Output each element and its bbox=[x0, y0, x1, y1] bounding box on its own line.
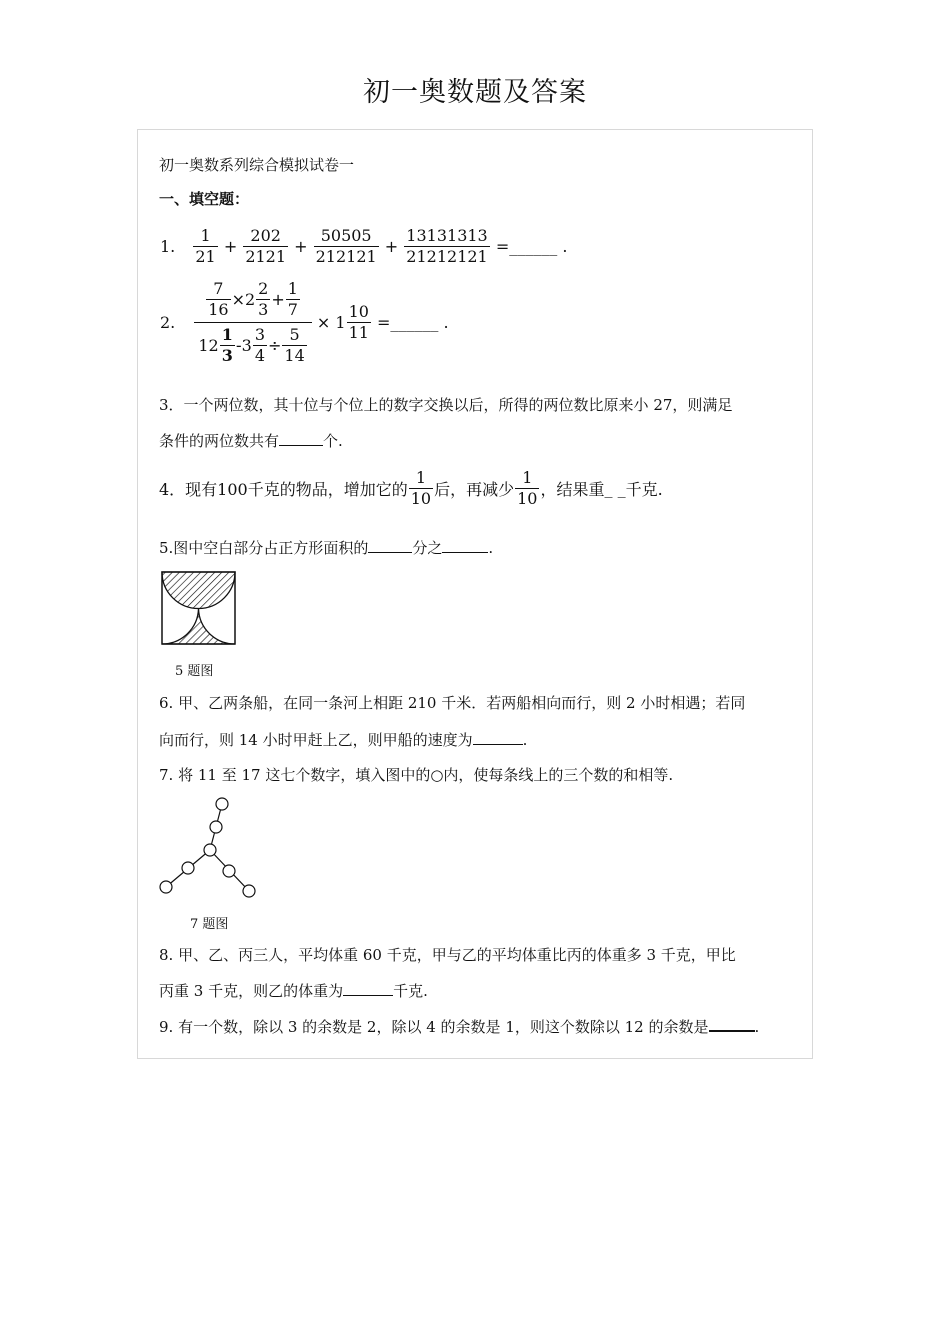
question-9-text: 9. 有一个数，除以 3 的余数是 2，除以 4 的余数是 1，则这个数除以 12 的余数是 bbox=[159, 1018, 709, 1036]
period: . bbox=[488, 539, 494, 557]
q2-top-c-numerator: 1 bbox=[287, 279, 298, 298]
q2-top-a-denominator: 16 bbox=[208, 300, 229, 319]
q2-denominator-expression bbox=[194, 322, 311, 366]
q1-fraction-4-numerator: 13131313 bbox=[406, 226, 488, 245]
q1-fraction-1-denominator: 21 bbox=[195, 247, 216, 266]
question-4-text-c: ，结果重 bbox=[540, 480, 605, 499]
q6-answer-blank bbox=[473, 729, 523, 745]
question-1 bbox=[160, 226, 567, 267]
q1-fraction-2-denominator: 2121 bbox=[245, 247, 287, 266]
circle-slot[interactable] bbox=[223, 865, 235, 877]
circle-slot[interactable] bbox=[210, 821, 222, 833]
q4-fraction-1-denominator: 10 bbox=[410, 489, 432, 508]
q2-bot-c-denominator: 14 bbox=[284, 346, 305, 365]
plus-sign: + bbox=[271, 290, 285, 309]
question-1-number: 1. bbox=[160, 237, 176, 256]
question-8-line-2 bbox=[159, 980, 428, 1001]
plus-sign: + bbox=[384, 237, 399, 256]
q1-fraction-2-numerator: 202 bbox=[250, 226, 281, 245]
circle-slot[interactable] bbox=[160, 881, 172, 893]
q2-bot-c-numerator: 5 bbox=[289, 325, 300, 344]
q1-fraction-3-numerator: 50505 bbox=[320, 226, 372, 245]
q4-fraction-2-denominator: 10 bbox=[517, 489, 538, 508]
q1-fraction-4 bbox=[404, 226, 489, 267]
circle-slot[interactable] bbox=[216, 798, 228, 810]
q2-numerator-expression bbox=[194, 279, 311, 322]
section-fill-in-heading: 一、填空题： bbox=[159, 190, 250, 208]
q1-answer-blank: =______ bbox=[495, 237, 558, 256]
q5-answer-blank-2 bbox=[442, 537, 488, 553]
q5-answer-blank-1 bbox=[368, 537, 412, 553]
question-4-text-a: 4．现有100千克的物品，增加它的 bbox=[159, 480, 408, 499]
times-sign: × bbox=[231, 290, 245, 309]
figure-5-square-diagram bbox=[160, 570, 238, 646]
q2-multiplier-denominator: 11 bbox=[348, 323, 369, 342]
question-5 bbox=[159, 537, 493, 558]
question-7: 7. 将 11 至 17 这七个数字，填入图中的○内，使每条线上的三个数的和相等. bbox=[159, 766, 674, 784]
circle-slot[interactable] bbox=[182, 862, 194, 874]
q4-fraction-1-numerator: 1 bbox=[415, 468, 426, 487]
q4-fraction-2-numerator: 1 bbox=[522, 468, 533, 487]
figure-7-star-circles bbox=[156, 795, 260, 899]
plus-sign: + bbox=[223, 237, 238, 256]
question-5-text-a: 5.图中空白部分占正方形面积的 bbox=[159, 539, 369, 557]
question-3-line-1: 3．一个两位数，其十位与个位上的数字交换以后，所得的两位数比原来小 27，则满足 bbox=[159, 396, 733, 414]
question-3-line-2 bbox=[159, 430, 343, 451]
q1-fraction-4-denominator: 21212121 bbox=[406, 247, 488, 266]
question-2-number: 2. bbox=[160, 313, 176, 332]
q2-top-c-denominator: 7 bbox=[287, 300, 298, 319]
question-4-text-b: 后，再减少 bbox=[434, 480, 515, 499]
q2-top-b-numerator: 2 bbox=[258, 279, 269, 298]
q1-fraction-3-denominator: 212121 bbox=[315, 247, 377, 266]
question-3-suffix: 个. bbox=[323, 432, 343, 450]
question-8-line-1: 8. 甲、乙、丙三人，平均体重 60 千克，甲与乙的平均体重比丙的体重多 3 千克，甲比 bbox=[159, 946, 736, 964]
question-2 bbox=[160, 279, 449, 366]
minus-sign: - bbox=[235, 336, 242, 355]
q1-fraction-1 bbox=[193, 226, 217, 267]
q2-bot-b-whole: 3 bbox=[241, 336, 252, 355]
q2-multiplier-whole: 1 bbox=[335, 313, 346, 332]
q2-complex-fraction bbox=[194, 279, 311, 366]
document-title: 初一奥数题及答案 bbox=[363, 77, 587, 108]
q1-fraction-2 bbox=[243, 226, 288, 267]
q2-bot-a-whole: 12 bbox=[198, 336, 219, 355]
question-4-text-d: 千克. bbox=[625, 480, 663, 499]
paper-heading: 初一奥数系列综合模拟试卷一 bbox=[159, 156, 355, 174]
period: . bbox=[443, 313, 449, 332]
question-6-text: 向而行，则 14 小时甲赶上乙，则甲船的速度为 bbox=[159, 731, 473, 749]
period: . bbox=[754, 1018, 760, 1036]
question-5-text-b: 分之 bbox=[412, 539, 443, 557]
exam-paper-frame bbox=[137, 129, 813, 1059]
q2-bot-b-numerator: 3 bbox=[254, 325, 266, 344]
figure-5-caption: 5 题图 bbox=[175, 664, 214, 679]
question-3-text: 条件的两位数共有 bbox=[159, 432, 280, 450]
q2-bot-a-denominator: 3 bbox=[221, 346, 233, 365]
q2-top-a-numerator: 7 bbox=[213, 279, 224, 298]
q3-answer-blank bbox=[279, 430, 323, 446]
q1-fraction-3 bbox=[314, 226, 379, 267]
period: . bbox=[522, 731, 528, 749]
q1-fraction-1-numerator: 1 bbox=[200, 226, 211, 245]
question-6-line-1: 6. 甲、乙两条船，在同一条河上相距 210 千米．若两船相向而行，则 2 小时相遇；若同 bbox=[159, 694, 746, 712]
circle-slot[interactable] bbox=[204, 844, 216, 856]
question-8-suffix: 千克. bbox=[393, 982, 428, 1000]
question-4 bbox=[159, 468, 663, 509]
q2-top-b-denominator: 3 bbox=[258, 300, 269, 319]
q9-answer-blank bbox=[709, 1015, 755, 1032]
q2-multiplier-numerator: 10 bbox=[348, 302, 369, 321]
q2-bot-a-numerator: 1 bbox=[221, 325, 233, 344]
q8-answer-blank bbox=[343, 980, 393, 996]
q2-bot-b-denominator: 4 bbox=[254, 346, 266, 365]
q4-answer-blank: _ _ bbox=[604, 479, 626, 498]
divide-sign: ÷ bbox=[268, 336, 282, 355]
question-6-line-2 bbox=[159, 729, 527, 750]
q2-answer-blank: =______ bbox=[377, 313, 439, 332]
q2-top-b-whole: 2 bbox=[244, 290, 256, 309]
figure-7-caption: 7 题图 bbox=[190, 917, 229, 932]
period: . bbox=[562, 237, 568, 256]
plus-sign: + bbox=[294, 237, 308, 256]
times-sign: × bbox=[316, 313, 331, 332]
circle-slot[interactable] bbox=[243, 885, 255, 897]
question-8-text: 丙重 3 千克，则乙的体重为 bbox=[159, 982, 344, 1000]
question-9 bbox=[159, 1015, 759, 1037]
